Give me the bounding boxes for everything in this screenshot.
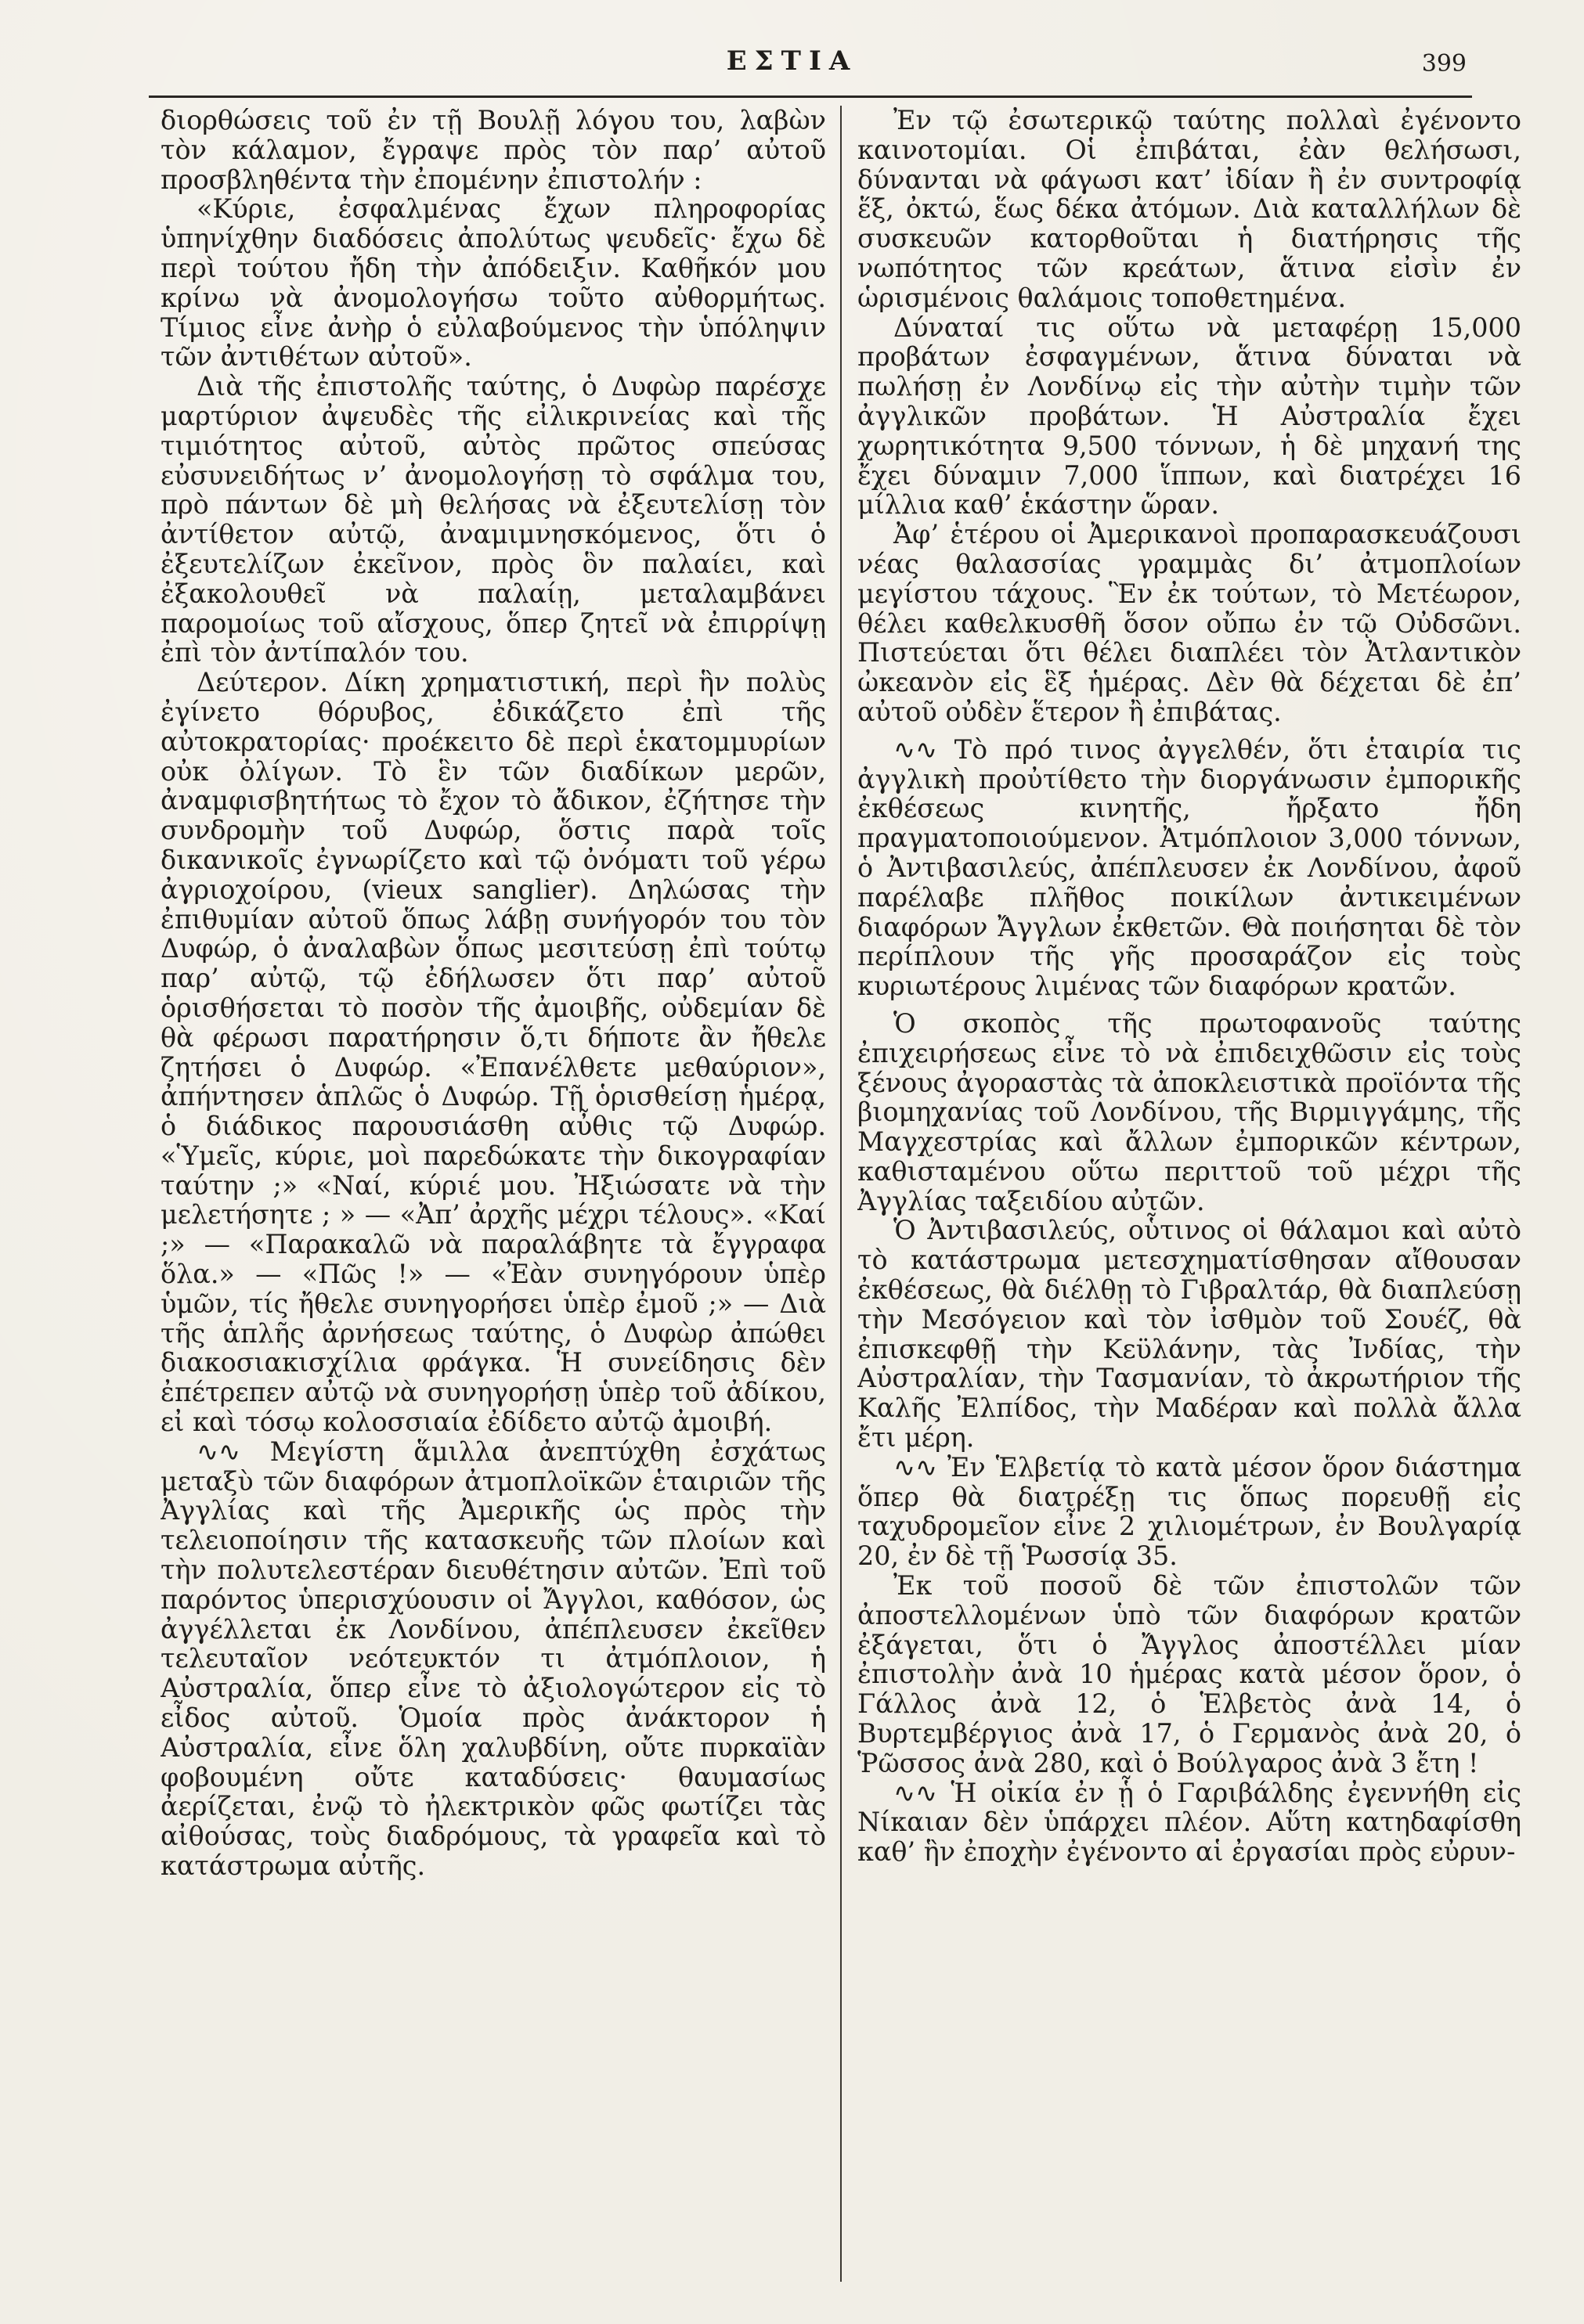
paragraph: Ἐκ τοῦ ποσοῦ δὲ τῶν ἐπιστολῶν τῶν ἀποστελλομένων ὑπὸ τῶν διαφόρων κρατῶν ἐξάγεται, ὅτι ὁ Ἄγγλος ἀποστέλλει μίαν ἐπιστολὴν ἀνὰ 10 ἡμέρας κατὰ μέσον ὅρον, ὁ Γάλλος ἀνὰ 12, ὁ Ἑλβετὸς ἀνὰ 14, ὁ Βυρτεμβέργιος ἀνὰ 17, ὁ Γερμανὸς ἀνὰ 20, ὁ Ῥῶσσος ἀνὰ 280, καὶ ὁ Βούλγαρος ἀνὰ 3 ἔτη ! <box>857 1570 1521 1778</box>
paragraph: «Κύριε, ἐσφαλμένας ἔχων πληροφορίας ὑπηνίχθην διαδόσεις ἀπολύτως ψευδεῖς· ἔχω δὲ περὶ τούτου ἤδη τὴν ἀπόδειξιν. Καθῆκόν μου κρίνω νὰ ἀνομολογήσω τοῦτο αὐθορμήτως. Τίμιος εἶνε ἀνὴρ ὁ εὐλαβούμενος τὴν ὑπόληψιν τῶν ἀντιθέτων αὐτοῦ». <box>161 193 826 373</box>
journal-title: ΕΣΤΙΑ <box>726 45 858 77</box>
paragraph: Διὰ τῆς ἐπιστολῆς ταύτης, ὁ Δυφὼρ παρέσχε μαρτύριον ἀψευδὲς τῆς εἰλικρινείας καὶ τῆς τιμιότητος αὐτοῦ, αὐτὸς πρῶτος σπεύσας εὐσυνειδήτως ν’ ἀνομολογήσῃ τὸ σφάλμα του, πρὸ πάντων δὲ μὴ θελήσας νὰ ἐξευτελίσῃ τὸν ἀντίθετον αὐτῷ, ἀναμιμνησκόμενος, ὅτι ὁ ἐξευτελίζων ἐκεῖνον, πρὸς ὃν παλαίει, καὶ ἐξακολουθεῖ νὰ παλαίῃ, μεταλαμβάνει παρομοίως τοῦ αἴσχους, ὅπερ ζητεῖ νὰ ἐπιρρίψῃ ἐπὶ τὸν ἀντίπαλόν του. <box>161 371 826 668</box>
paragraph: ∿∿ Μεγίστη ἅμιλλα ἀνεπτύχθη ἐσχάτως μεταξὺ τῶν διαφόρων ἀτμοπλοϊκῶν ἑταιριῶν τῆς Ἀγγλίας καὶ τῆς Ἀμερικῆς ὡς πρὸς τὴν τελειοποίησιν τῆς κατασκευῆς τῶν πλοίων καὶ τὴν πολυτελεστέραν διευθέτησιν αὐτῶν. Ἐπὶ τοῦ παρόντος ὑπερισχύουσιν οἱ Ἄγγλοι, καθόσον, ὡς ἀγγέλλεται ἐκ Λονδίνου, ἀπέπλευσεν ἐκεῖθεν τελευταῖον νεότευκτόν τι ἀτμόπλοιον, ἡ Αὐστραλία, ὅπερ εἶνε τὸ ἀξιολογώτερον εἰς τὸ εἶδος αὐτοῦ. Ὁμοία πρὸς ἀνάκτορον ἡ Αὐστραλία, εἶνε ὅλη χαλυβδίνη, οὔτε πυρκαϊὰν φοβουμένη οὔτε καταδύσεις· θαυμασίως ἀερίζεται, ἐνῷ τὸ ἠλεκτρικὸν φῶς φωτίζει τὰς αἰθούσας, τοὺς διαδρόμους, τὰ γραφεῖα καὶ τὸ κατάστρωμα αὐτῆς. <box>161 1436 826 1882</box>
paragraph: διορθώσεις τοῦ ἐν τῇ Βουλῇ λόγου του, λαβὼν τὸν κάλαμον, ἔγραψε πρὸς τὸν παρ’ αὐτοῦ προσβληθέντα τὴν ἐπομένην ἐπιστολήν : <box>161 106 826 195</box>
right-column <box>857 106 1521 2282</box>
page-header <box>0 45 1584 92</box>
paragraph: Δεύτερον. Δίκη χρηματιστική, περὶ ἣν πολὺς ἐγίνετο θόρυβος, ἐδικάζετο ἐπὶ τῆς αὐτοκρατορίας· προέκειτο δὲ περὶ ἑκατομμυρίων οὐκ ὀλίγων. Τὸ ἓν τῶν διαδίκων μερῶν, ἀναμφισβητήτως τὸ ἔχον τὸ ἄδικον, ἐζήτησε τὴν συνδρομὴν τοῦ Δυφώρ, ὅστις παρὰ τοῖς δικανικοῖς ἐγνωρίζετο καὶ τῷ ὀνόματι τοῦ γέρω ἀγριοχοίρου, (vieux sanglier). Δηλώσας τὴν ἐπιθυμίαν αὐτοῦ ὅπως λάβῃ συνήγορόν του τὸν Δυφώρ, ὁ ἀναλαβὼν ὅπως μεσιτεύσῃ ἐπὶ τούτῳ παρ’ αὐτῷ, τῷ ἐδήλωσεν ὅτι παρ’ αὐτοῦ ὁρισθήσεται τὸ ποσὸν τῆς ἀμοιβῆς, οὐδεμίαν δὲ θὰ φέρωσι παρατήρησιν ὅ,τι δήποτε ἂν ἤθελε ζητήσει ὁ Δυφώρ. «Ἐπανέλθετε μεθαύριον», ἀπήντησεν ἁπλῶς ὁ Δυφώρ. Τῇ ὁρισθείσῃ ἡμέρᾳ, ὁ διάδικος παρουσιάσθη αὖθις τῷ Δυφώρ. «Ὑμεῖς, κύριε, μοὶ παρεδώκατε τὴν δικογραφίαν ταύτην ;» «Ναί, κύριέ μου. Ἠξιώσατε νὰ τὴν μελετήσητε ; » — «Ἀπ’ ἀρχῆς μέχρι τέλους». «Καί ;» — «Παρακαλῶ νὰ παραλάβητε τὰ ἔγγραφα ὅλα.» — «Πῶς !» — «Ἐὰν συνηγόρουν ὑπὲρ ὑμῶν, τίς ἤθελε συνηγορήσει ὑπὲρ ἐμοῦ ;» — Διὰ τῆς ἁπλῆς ἀρνήσεως ταύτης, ὁ Δυφὼρ ἀπώθει διακοσιακισχίλια φράγκα. Ἡ συνείδησις δὲν ἐπέτρεπεν αὐτῷ νὰ συνηγορήσῃ ὑπὲρ τοῦ ἀδίκου, εἰ καὶ τόσῳ κολοσσιαία ἐδίδετο αὐτῷ ἀμοιβή. <box>161 667 826 1438</box>
paragraph: Ὁ Ἀντιβασιλεύς, οὗτινος οἱ θάλαμοι καὶ αὐτὸ τὸ κατάστρωμα μετεσχηματίσθησαν αἴθουσαν ἐκθέσεως, θὰ διέλθῃ τὸ Γιβραλτάρ, θὰ διαπλεύσῃ τὴν Μεσόγειον καὶ τὸν ἰσθμὸν τοῦ Σουέζ, θὰ ἐπισκεφθῇ τὴν Κεϋλάνην, τὰς Ἰνδίας, τὴν Αὐστραλίαν, τὴν Τασμανίαν, τὸ ἀκρωτήριον τῆς Καλῆς Ἐλπίδος, τὴν Μαδέραν καὶ πολλὰ ἄλλα ἔτι μέρη. <box>857 1215 1521 1454</box>
paragraph: Δύναταί τις οὕτω νὰ μεταφέρῃ 15,000 προβάτων ἐσφαγμένων, ἅτινα δύναται νὰ πωλήσῃ ἐν Λονδίνῳ εἰς τὴν αὐτὴν τιμὴν τῶν ἀγγλικῶν προβάτων. Ἡ Αὐστραλία ἔχει χωρητικότητα 9,500 τόννων, ἡ δὲ μηχανή της ἔχει δύναμιν 7,000 ἵππων, καὶ διατρέχει 16 μίλλια καθ’ ἑκάστην ὥραν. <box>857 312 1521 521</box>
paragraph: Ὁ σκοπὸς τῆς πρωτοφανοῦς ταύτης ἐπιχειρήσεως εἶνε τὸ νὰ ἐπιδειχθῶσιν εἰς τοὺς ξένους ἀγοραστὰς τὰ ἀποκλειστικὰ προϊόντα τῆς βιομηχανίας τοῦ Λονδίνου, τῆς Βιρμιγγάμης, τῆς Μαγχεστρίας καὶ ἄλλων ἐμπορικῶν κέντρων, καθισταμένου οὕτω περιττοῦ τοῦ μέχρι τῆς Ἀγγλίας ταξειδίου αὐτῶν. <box>857 1007 1521 1216</box>
paragraph: ∿∿ Τὸ πρό τινος ἀγγελθέν, ὅτι ἑταιρία τις ἀγγλικὴ προὐτίθετο τὴν διοργάνωσιν ἐμπορικῆς ἐκθέσεως κινητῆς, ἤρξατο ἤδη πραγματοποιούμενον. Ἀτμόπλοιον 3,000 τόννων, ὁ Ἀντιβασιλεύς, ἀπέπλευσεν ἐκ Λονδίνου, ἀφοῦ παρέλαβε πλῆθος ποικίλων ἀντικειμένων διαφόρων Ἄγγλων ἐκθετῶν. Θὰ ποιήσηται δὲ τὸν περίπλουν τῆς γῆς προσαράζον εἰς τοὺς κυριωτέρους λιμένας τῶν διαφόρων κρατῶν. <box>857 733 1521 1002</box>
header-rule <box>149 95 1472 98</box>
paragraph: ∿∿ Ἐν Ἑλβετίᾳ τὸ κατὰ μέσον ὅρον διάστημα ὅπερ θὰ διατρέξῃ τις ὅπως πορευθῇ εἰς ταχυδρομεῖον εἶνε 2 χιλιομέτρων, ἐν Βουλγαρίᾳ 20, ἐν δὲ τῇ Ῥωσσίᾳ 35. <box>857 1451 1521 1572</box>
left-column <box>161 106 826 2282</box>
paragraph: Ἀφ’ ἑτέρου οἱ Ἀμερικανοὶ προπαρασκευάζουσι νέας θαλασσίας γραμμὰς δι’ ἀτμοπλοίων μεγίστου τάχους. Ἓν ἐκ τούτων, τὸ Μετέωρον, θέλει καθελκυσθῆ ὅσον οὔπω ἐν τῷ Οὐδσῶνι. Πιστεύεται ὅτι θέλει διαπλέει τὸν Ἀτλαντικὸν ὠκεανὸν εἰς ἓξ ἡμέρας. Δὲν θὰ δέχεται δὲ ἐπ’ αὐτοῦ οὐδὲν ἕτερον ἢ ἐπιβάτας. <box>857 519 1521 727</box>
paragraph: ∿∿ Ἡ οἰκία ἐν ᾗ ὁ Γαριβάλδης ἐγεννήθη εἰς Νίκαιαν δὲν ὑπάρχει πλέον. Αὕτη κατηδαφίσθη καθ’ ἣν ἐποχὴν ἐγένοντο αἱ ἐργασίαι πρὸς εὐρυν- <box>857 1777 1521 1868</box>
paragraph: Ἐν τῷ ἐσωτερικῷ ταύτης πολλαὶ ἐγένοντο καινοτομίαι. Οἱ ἐπιβάται, ἐὰν θελήσωσι, δύνανται νὰ φάγωσι κατ’ ἰδίαν ἢ ἐν συντροφίᾳ ἕξ, ὀκτώ, ἕως δέκα ἀτόμων. Διὰ καταλλήλων δὲ συσκευῶν κατορθοῦται ἡ διατήρησις τῆς νωπότητος τῶν κρεάτων, ἅτινα εἰσὶν ἐν ὡρισμένοις θαλάμοις τοποθετημένα. <box>857 106 1521 313</box>
page-number: 399 <box>1421 50 1467 77</box>
column-divider <box>840 106 842 2282</box>
